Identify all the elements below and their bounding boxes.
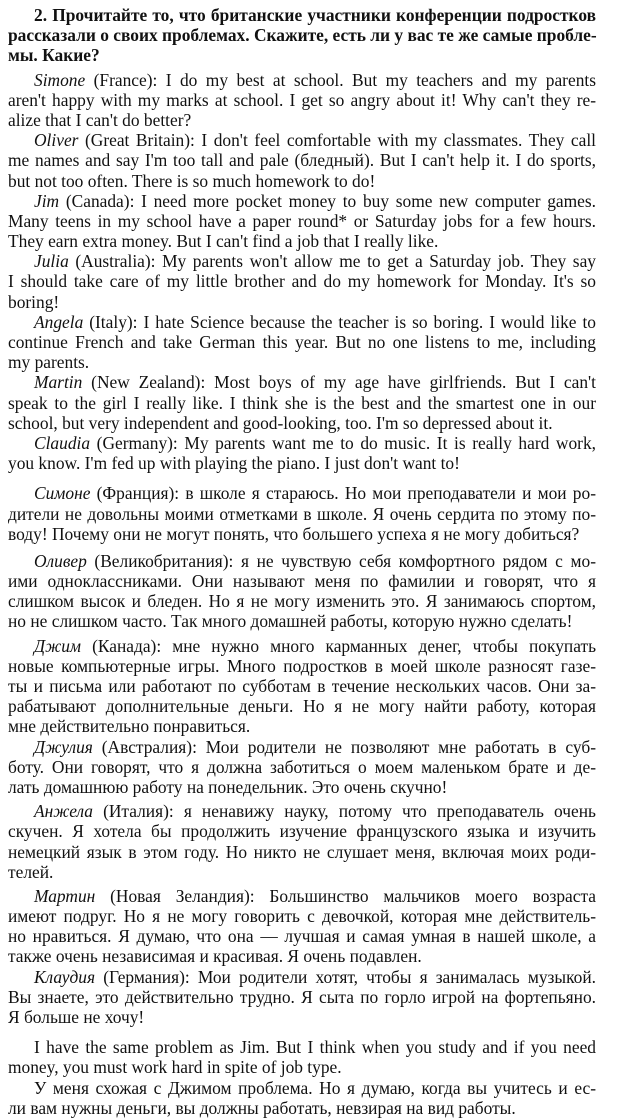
speaker-text: (Great Britain): I don't feel comfortable with my classmates. They call [78, 130, 596, 151]
text-line: немецкий язык в этом году. Но никто не слушает меня, включая моих роди- [8, 841, 596, 862]
speaker-text: (Канада): мне нужно много карманных денег, чтобы покупать [81, 635, 596, 656]
text-line: рабатывают дополнительные деньги. Но я не могу найти работу, которая [8, 696, 596, 717]
text-line: Вы знаете, это действительно трудно. Я сыта по горло игрой на фортепьяно. [8, 986, 596, 1007]
russian-paragraph [8, 801, 596, 882]
exercise-title [8, 5, 596, 66]
text-line: мне действительно понравиться. [8, 716, 251, 737]
text-line: лать домашнюю работу на понедельник. Это очень скучно! [8, 776, 448, 797]
text-line: but not too often. There is so much homework to do! [8, 170, 376, 191]
speaker-name: Simone [34, 69, 86, 90]
english-paragraph [8, 372, 596, 433]
text-line: speak to the girl I really like. I think she is the best and the smartest one in our [8, 392, 596, 413]
text-line [8, 191, 596, 211]
text-line: I have the same problem as Jim. But I think when you study and if you need [34, 1037, 596, 1058]
text-line: school, but very independent and good-looking, too. I'm so depressed about it. [8, 412, 553, 433]
speaker-name: Мартин [34, 885, 96, 906]
russian-paragraph [8, 636, 596, 737]
text-line: 2. Прочитайте то, что британские участники конференции подростков [34, 5, 596, 25]
speaker-name: Клаудия [34, 966, 96, 987]
exercise-document [8, 5, 596, 1118]
text-line: также очень независимая и красивая. Я очень подавлен. [8, 946, 422, 967]
text-line: боту. Они говорят, что я должна заботиться о моем маленьком брате и де- [8, 756, 596, 777]
speaker-text: (Canada): I need more pocket money to buy some new computer games. [59, 190, 596, 211]
text-line: дители не довольны моими отметками в школе. Я очень сердита по этому по- [8, 503, 596, 524]
text-line: новые компьютерные игры. Много подростков в моей школе разносят газе- [8, 655, 596, 676]
speaker-text: (New Zealand): Most boys of my age have girlfriends. But I can't [82, 372, 596, 393]
speaker-text: (Germany): My parents want me to do music. It is really hard work, [90, 432, 596, 453]
text-line [8, 70, 596, 90]
text-line: но нравиться. Я думаю, что она — лучшая и самая умная в нашей школе, а [8, 926, 596, 947]
speaker-text: (Австралия): Мои родители не позволяют мне работать в суб- [92, 736, 596, 757]
russian-paragraph [8, 967, 596, 1028]
english-paragraph [8, 130, 596, 191]
speaker-name: Angela [34, 311, 84, 332]
english-paragraph [8, 433, 596, 473]
text-line: aren't happy with my marks at school. I get so angry about it! Why can't they re- [8, 89, 596, 110]
speaker-name: Джулия [34, 736, 93, 757]
text-line [8, 251, 596, 271]
text-line [8, 801, 596, 821]
text-line [8, 130, 596, 150]
speaker-text: (Italy): I hate Science because the teacher is so boring. I would like to [83, 311, 596, 332]
text-line: мы. Какие? [8, 45, 100, 66]
text-line [8, 312, 596, 332]
text-line: но не слишком часто. Так много домашней работы, которую нужно сделать! [8, 611, 573, 632]
text-line [8, 886, 596, 906]
speaker-name: Claudia [34, 432, 91, 453]
speaker-text: (Италия): я ненавижу науку, потому что преподаватель очень [92, 801, 596, 822]
english-paragraph [8, 70, 596, 131]
text-line: Many teens in my school have a paper round* or Saturday jobs for a few hours. [8, 210, 596, 231]
russian-paragraph [8, 737, 596, 798]
speaker-text: (Франция): в школе я стараюсь. Но мои преподаватели и мои ро- [90, 483, 596, 504]
text-line: ли вам нужны деньги, вы должны работать, невзирая на вид работы. [8, 1097, 516, 1118]
text-line: воду! Почему они не могут понять, что большего успеха я не могу добиться? [8, 523, 580, 544]
text-line [8, 483, 596, 503]
text-line: имеют подруг. Но я не могу говорить с девочкой, которая мне действитель- [8, 906, 596, 927]
speaker-text: (France): I do my best at school. But my teachers and my parents [85, 69, 596, 90]
speaker-name: Джим [34, 635, 82, 656]
text-line [8, 636, 596, 656]
speaker-text: (Новая Зеландия): Большинство мальчиков моего возраста [95, 885, 596, 906]
text-line: Я больше не хочу! [8, 1007, 145, 1027]
russian-paragraph [8, 483, 596, 544]
speaker-name: Анжела [34, 801, 93, 822]
text-line: слишком высок и бледен. Но я не могу изменить это. Я занимаюсь спортом, [8, 591, 596, 612]
russian-paragraph [8, 551, 596, 632]
text-line: I should take care of my little brother and do my homework for Monday. It's so [8, 271, 596, 292]
text-line: continue French and take German this year. But no one listens to me, including [8, 332, 596, 352]
answer-english [8, 1037, 596, 1077]
text-line [8, 737, 596, 757]
text-line: рассказали о своих проблемах. Скажите, есть ли у вас те же самые пробле- [8, 25, 597, 46]
text-line [8, 372, 596, 392]
text-line: ими одноклассниками. Они называют меня по фамилии и говорят, что я [8, 571, 596, 592]
text-line: They earn extra money. But I can't find a job that I really like. [8, 231, 439, 252]
text-line: money, you must work hard in spite of job type. [8, 1057, 342, 1078]
speaker-name: Julia [34, 251, 69, 272]
text-line: me names and say I'm too tall and pale (бледный). But I can't help it. I do sports, [8, 150, 596, 171]
english-paragraph [8, 312, 596, 373]
text-line: my parents. [8, 352, 90, 373]
speaker-name: Martin [34, 372, 83, 393]
english-paragraph [8, 191, 596, 252]
text-line [8, 551, 596, 571]
speaker-name: Oliver [34, 130, 79, 151]
speaker-name: Jim [34, 190, 60, 211]
answer-russian [8, 1078, 596, 1118]
text-line [8, 967, 596, 987]
russian-paragraph [8, 886, 596, 967]
text-line: ты и письма или работают по субботам в течение нескольких часов. Они за- [8, 676, 596, 696]
speaker-text: (Великобритания): я не чувствую себя комфортного рядом с мо- [86, 550, 596, 571]
english-paragraph [8, 251, 596, 312]
speaker-name: Оливер [34, 550, 87, 571]
text-line: you know. I'm fed up with playing the piano. I just don't want to! [8, 453, 460, 474]
text-line: телей. [8, 861, 54, 882]
speaker-text: (Australia): My parents won't allow me to get a Saturday job. They say [68, 251, 596, 272]
speaker-name: Симоне [34, 483, 91, 504]
text-line: alize that I can't do better? [8, 109, 192, 130]
speaker-text: (Германия): Мои родители хотят, чтобы я занималась музыкой. [95, 966, 596, 987]
text-line: скучен. Я хотела бы продолжить изучение французского языка и изучить [8, 821, 596, 842]
text-line [8, 433, 596, 453]
text-line: boring! [8, 291, 60, 312]
text-line: У меня схожая с Джимом проблема. Но я думаю, когда вы учитесь и ес- [34, 1077, 596, 1098]
